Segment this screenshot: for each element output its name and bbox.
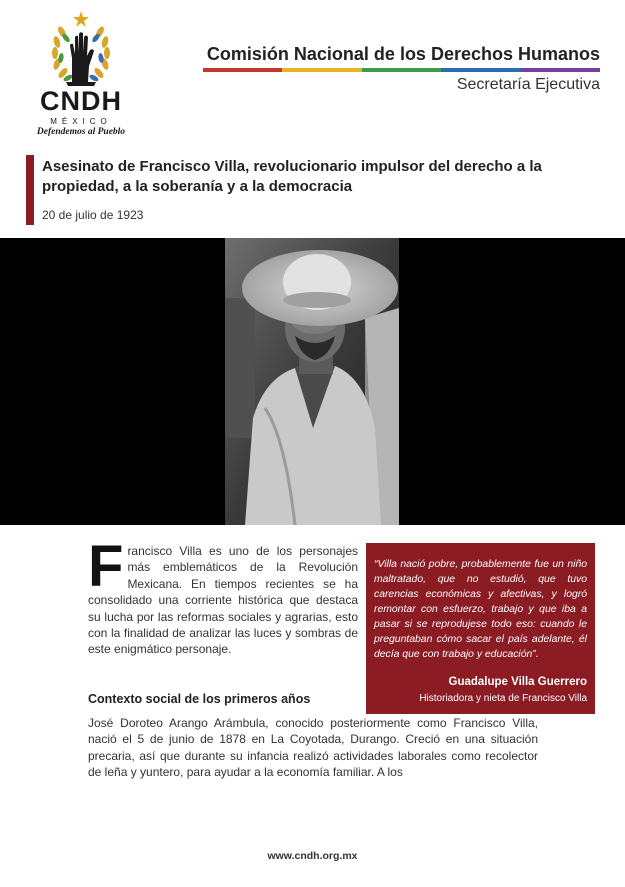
cndh-logo xyxy=(26,10,136,138)
intro-text: rancisco Villa es uno de los personajes más emblemáticos de la Revolución Mexicana. En tiempos recientes se ha consolidado una corriente histórica que destaca su lucha por las reformas sociales y agrarias, esto con la finalidad de analizar las luces y sombras de este enigmático personaje. xyxy=(88,544,358,657)
article-title: Asesinato de Francisco Villa, revolucionario impulsor del derecho a la propiedad, a la soberanía y a la democracia xyxy=(42,158,542,195)
quote-author: Guadalupe Villa Guerrero xyxy=(448,676,587,688)
quote-author-role: Historiadora y nieta de Francisco Villa xyxy=(419,693,587,704)
logo-country: MÉXICO xyxy=(50,117,112,126)
portrait-illustration xyxy=(225,238,399,525)
intro-dropcap: F xyxy=(88,534,124,599)
color-stripe-segment xyxy=(362,68,441,72)
footer-url[interactable]: www.cndh.org.mx xyxy=(267,850,358,862)
department-title: Secretaría Ejecutiva xyxy=(456,76,600,93)
quote-text: “Villa nació pobre, probablemente fue un niño maltratado, que no estudió, que tuvo carencias económicas y afectivas, y logró remontar con esfuerzo, trabajo y que iba a pasar si se reprodujese todo eso: cuando le preguntaban cómo sacar el país adelante, él decía que con trabajo y educación”. xyxy=(374,559,587,660)
logo-motto: Defendemos al Pueblo xyxy=(36,127,126,137)
color-stripe-segment xyxy=(521,68,600,72)
color-stripe-segment xyxy=(282,68,361,72)
intro-paragraph xyxy=(88,534,358,658)
color-stripe-segment xyxy=(441,68,520,72)
title-accent-bar xyxy=(26,155,34,225)
portrait-photo xyxy=(225,238,399,525)
logo-acronym: CNDH xyxy=(40,86,122,116)
organization-title: Comisión Nacional de los Derechos Humanos xyxy=(206,44,600,64)
section-paragraph: José Doroteo Arango Arámbula, conocido posteriormente como Francisco Villa, nació el 5 de junio de 1878 en La Coyotada, Durango. Creció en una situación precaria, así que durante su infancia realizó actividades laborales como recolector de leña y yuntero, para ayudar a la economía familiar. A los xyxy=(88,716,538,780)
color-stripe-segment xyxy=(203,68,282,72)
article-date: 20 de julio de 1923 xyxy=(42,208,144,222)
quote-box xyxy=(366,543,595,714)
cndh-emblem-icon xyxy=(48,10,114,88)
section-heading: Contexto social de los primeros años xyxy=(88,692,311,706)
color-stripe-bar xyxy=(203,68,600,72)
